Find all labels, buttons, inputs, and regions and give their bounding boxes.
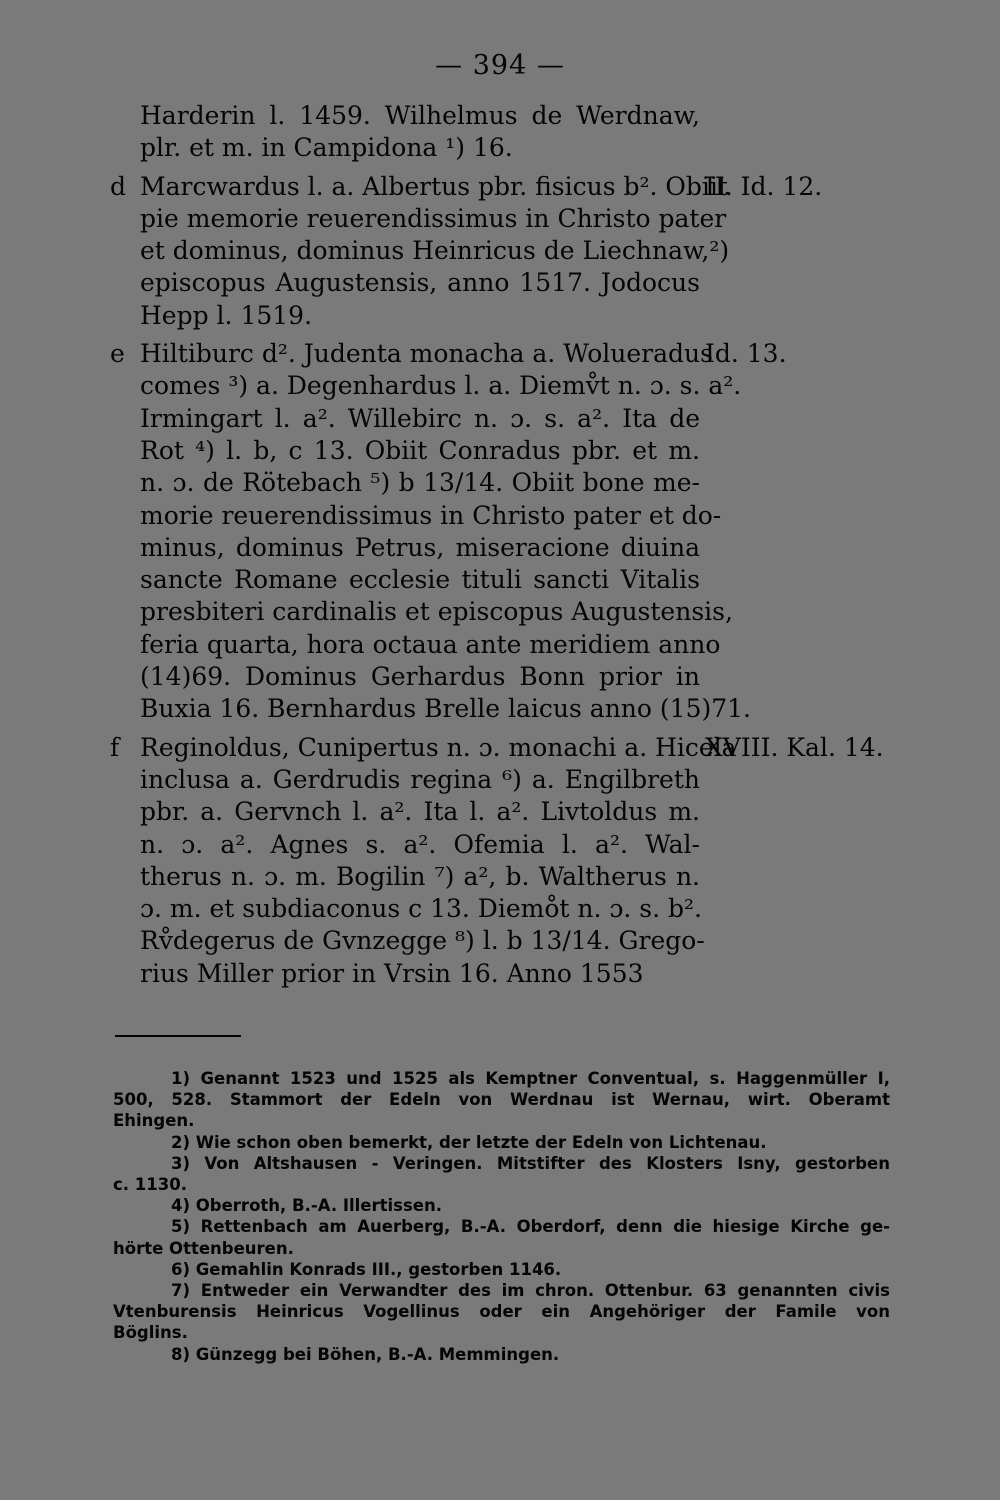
footnote-line: 8) Günzegg bei Böhen, B.-A. Memmingen. [171, 1344, 560, 1364]
entry-letter: f [110, 732, 120, 762]
entry-date: Id. 13. [705, 339, 787, 369]
entry-letter: e [110, 339, 125, 369]
entry-e [100, 338, 960, 726]
footnote-6 [113, 1259, 890, 1280]
text-line: n. ɔ. a². Agnes s. a². Ofemia l. a². Wal- [140, 829, 700, 859]
footnote-line: 7) Entweder ein Verwandter des im chron. Ottenbur. 63 genannten civis [171, 1281, 890, 1301]
entry-f [100, 732, 960, 990]
entry-date: XVIII. Kal. 14. [705, 732, 884, 762]
footnote-line: Vtenburensis Heinricus Vogellinus oder ein Angehöriger der Famile von [113, 1302, 890, 1322]
text-line: Hepp l. 1519. [140, 300, 313, 330]
footnote-2 [113, 1132, 890, 1153]
footnote-1 [113, 1068, 890, 1132]
text-line: Hiltiburc d². Judenta monacha a. Wolueradus [140, 339, 713, 369]
text-line: episcopus Augustensis, anno 1517. Jodocus [140, 268, 700, 298]
text-line: feria quarta, hora octaua ante meridiem anno [140, 629, 721, 659]
text-line: morie reuerendissimus in Christo pater et do- [140, 500, 722, 530]
page-number: — 394 — [435, 50, 565, 81]
text-line: Buxia 16. Bernhardus Brelle laicus anno (15)71. [140, 694, 751, 724]
footnote-3 [113, 1153, 890, 1195]
footnote-8 [113, 1344, 890, 1365]
text-line: minus, dominus Petrus, miseracione diuina [140, 532, 700, 562]
footnote-line: 500, 528. Stammort der Edeln von Werdnau ist Wernau, wirt. Oberamt [113, 1090, 890, 1110]
text-line: Marcwardus l. a. Albertus pbr. fisicus b². Obiit [140, 171, 728, 201]
text-line: inclusa a. Gerdrudis regina ⁶) a. Engilbreth [140, 764, 700, 794]
text-line: therus n. ɔ. m. Bogilin ⁷) a², b. Waltherus n. [140, 861, 700, 891]
text-line: pie memorie reuerendissimus in Christo pater [140, 203, 727, 233]
footnote-line: 3) Von Altshausen - Veringen. Mitstifter des Klosters Isny, gestorben [171, 1153, 890, 1173]
text-line: comes ³) a. Degenhardus l. a. Diemv̊t n. ɔ. s. a². [140, 371, 742, 401]
footnote-4 [113, 1195, 890, 1216]
text-line: pbr. a. Gervnch l. a². Ita l. a². Livtoldus m. [140, 797, 700, 827]
footnote-line: 1) Genannt 1523 und 1525 als Kemptner Conventual, s. Haggenmüller I, [171, 1069, 890, 1088]
footnote-divider [115, 1035, 241, 1037]
footnote-line: 5) Rettenbach am Auerberg, B.-A. Oberdorf, denn die hiesige Kirche ge- [171, 1217, 890, 1237]
footnotes [113, 1068, 890, 1365]
text-line: Harderin l. 1459. Wilhelmus de Werdnaw, [140, 101, 700, 130]
main-text [100, 100, 960, 996]
text-line: Rot ⁴) l. b, c 13. Obiit Conradus pbr. et m. [140, 435, 700, 465]
text-line: n. ɔ. de Rötebach ⁵) b 13/14. Obiit bone me- [140, 468, 700, 498]
text-line: Reginoldus, Cunipertus n. ɔ. monachi a. Hicela [140, 732, 737, 762]
text-line: Rv̊degerus de Gvnzegge ⁸) l. b 13/14. Grego- [140, 926, 705, 956]
text-line: plr. et m. in Campidona ¹) 16. [140, 133, 513, 163]
text-line: Irmingart l. a². Willebirc n. ɔ. s. a². Ita de [140, 403, 700, 433]
text-line: rius Miller prior in Vrsin 16. Anno 1553 [140, 958, 644, 988]
footnote-line: Ehingen. [113, 1111, 195, 1131]
text-line: et dominus, dominus Heinricus de Liechnaw,²) [140, 236, 730, 266]
footnote-line: 4) Oberroth, B.-A. Illertissen. [171, 1196, 443, 1216]
footnote-line: 2) Wie schon oben bemerkt, der letzte der Edeln von Lichtenau. [171, 1132, 767, 1152]
footnote-line: 6) Gemahlin Konrads III., gestorben 1146. [171, 1259, 562, 1279]
footnote-5 [113, 1216, 890, 1258]
entry-d [100, 171, 960, 332]
text-line: sancte Romane ecclesie tituli sancti Vitalis [140, 565, 700, 595]
footnote-line: c. 1130. [113, 1175, 187, 1195]
entry-date: II. Id. 12. [705, 171, 823, 201]
text-line: (14)69. Dominus Gerhardus Bonn prior in [140, 662, 700, 692]
entry-continuation [100, 100, 960, 165]
footnote-line: hörte Ottenbeuren. [113, 1238, 294, 1258]
entry-letter: d [110, 171, 127, 201]
text-line: ɔ. m. et subdiaconus c 13. Diemo̊t n. ɔ. s. b². [140, 894, 702, 924]
footnote-7 [113, 1280, 890, 1344]
footnote-line: Böglins. [113, 1323, 188, 1343]
text-line: presbiteri cardinalis et episcopus Augustensis, [140, 597, 733, 627]
